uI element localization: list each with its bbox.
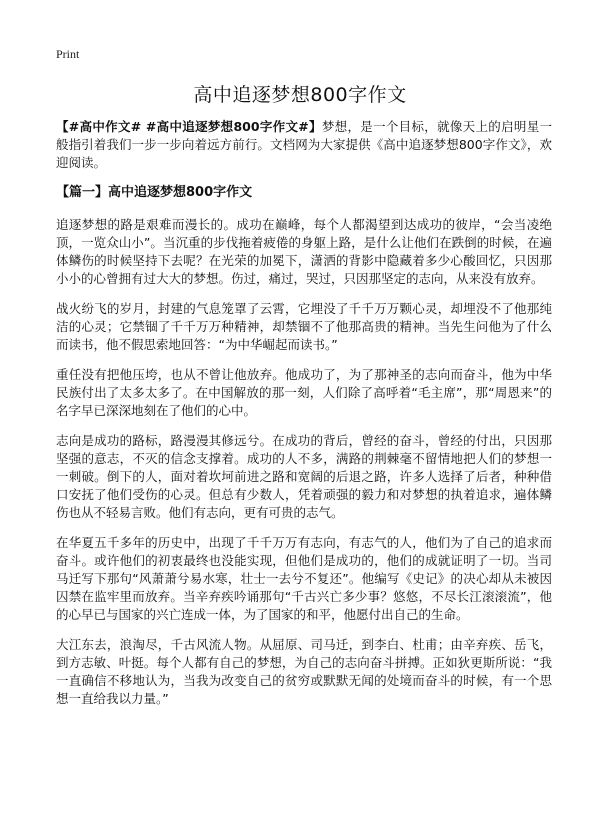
intro-text: 梦想，是一个目标，就像天上的启明星一般指引着我们一步一步向着远方前行。文档网为大家提供《高中追逐梦想800字作文》，欢迎阅读。 bbox=[56, 119, 552, 170]
article-body bbox=[56, 118, 552, 720]
paragraph-1: 追逐梦想的路是艰难而漫长的。成功在巅峰，每个人都渴望到达成功的彼岸，“会当凌绝顶，一览众山小”。当沉重的步伐拖着疲倦的身躯上路，是什么让他们在跌倒的时候，在遍体鳞伤的时候坚持下去呢？在光荣的加冕下，潇洒的背影中隐藏着多少心酸回忆，只因那小小的心曾拥有过大大的梦想。伤过，痛过，哭过，只因那坚定的志向，从来没有放弃。 bbox=[56, 217, 552, 286]
paragraph-2: 战火纷飞的岁月，封建的气息笼罩了云霄，它埋没了千千万万颗心灵，却埋没不了他那纯洁的心灵；它禁锢了千千万万种精神，却禁锢不了他那高贵的精神。当先生问他为了什么而读书，他不假思索地回答：“为中华崛起而读书。” bbox=[56, 301, 552, 352]
intro-paragraph bbox=[56, 118, 552, 172]
paragraph-6: 大江东去，浪淘尽，千古风流人物。从屈原、司马迁，到李白、杜甫；由辛弃疾、岳飞，到方志敏、叶挺。每个人都有自己的梦想，为自己的志向奋斗拼搏。正如狄更斯所说：“我一直确信不移地认为，当我为改变自己的贫穷或默默无闻的处境而奋斗的时候，有一个思想一直给我以力量。” bbox=[56, 637, 552, 706]
print-link[interactable]: Print bbox=[56, 47, 80, 61]
paragraph-4: 志向是成功的路标，路漫漫其修远兮。在成功的背后，曾经的奋斗，曾经的付出，只因那坚强的意志，不灭的信念支撑着。成功的人不多，满路的荆棘毫不留情地把人们的梦想一一刺破。倒下的人，面对着坎坷前进之路和宽阔的后退之路，许多人选择了后者，种种借口安抚了他们受伤的心灵。但总有少数人，凭着顽强的毅力和对梦想的执着追求，遍体鳞伤也从不轻易言败。他们有志向，更有可贵的志气。 bbox=[56, 433, 552, 520]
section-heading: 【篇一】高中追逐梦想800字作文 bbox=[56, 185, 253, 200]
paragraph-3: 重任没有把他压垮，也从不曾让他放弃。他成功了，为了那神圣的志向而奋斗，他为中华民族付出了太多太多了。在中国解放的那一刻，人们除了高呼着“毛主席”，那“周恩来”的名字早已深深地刻在了他们的心中。 bbox=[56, 367, 552, 418]
paragraph-5: 在华夏五千多年的历史中，出现了千千万万有志向，有志气的人，他们为了自己的追求而奋斗。或许他们的初衷最终也没能实现，但他们是成功的，他们的成就证明了一切。当司马迁写下那句“风萧萧兮易水寒，壮士一去兮不复还”。他编写《史记》的决心却从未被因囚禁在监牢里而放弃。当辛弃疾吟诵那句“千古兴亡多少事？悠悠，不尽长江滚滚流”，他的心早已与国家的兴亡连成一体，为了国家的和平，他愿付出自己的生命。 bbox=[56, 535, 552, 622]
article-title: 高中追逐梦想800字作文 bbox=[193, 84, 407, 106]
intro-tag: 【#高中作文# #高中追逐梦想800字作文#】 bbox=[56, 119, 322, 134]
